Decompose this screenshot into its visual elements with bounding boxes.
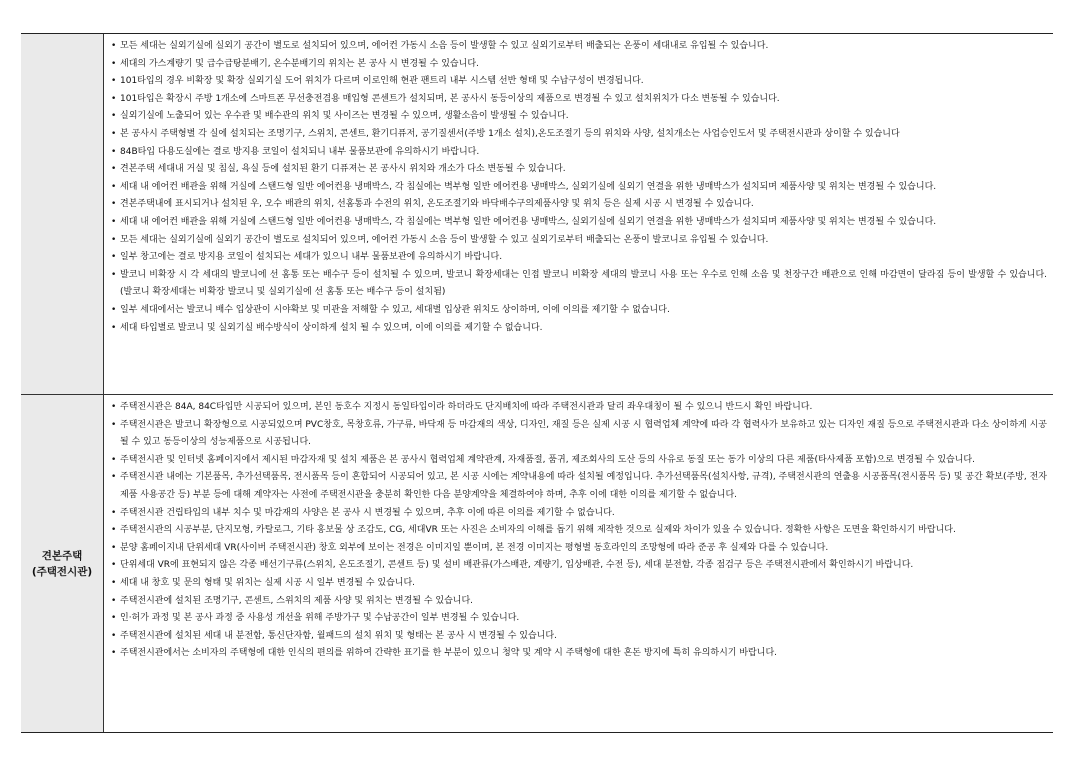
notice-item: • 세대 타입별로 발코니 및 실외기실 배수방식이 상이하게 설치 될 수 있으며, 이에 이의를 제기할 수 없습니다. <box>109 320 1047 338</box>
notice-item: • 실외기실에 노출되어 있는 우수관 및 배수관의 위치 및 사이즈는 변경될 수 있으며, 생활소음이 발생될 수 있습니다. <box>109 108 1047 126</box>
section-label-subtext: (주택전시관) <box>31 565 93 578</box>
section-label-text: 견본주택 <box>41 549 83 562</box>
notice-item: • 모든 세대는 실외기실에 실외기 공간이 별도로 설치되어 있으며, 에어컨 가동시 소음 등이 발생할 수 있고 실외기로부터 배출되는 온풍이 발코니로 유입될 수 있습니다. <box>109 232 1047 250</box>
notice-section-model-house <box>21 394 1053 732</box>
notice-item: • 주택전시관에 설치된 조명기구, 콘센트, 스위치의 제품 사양 및 위치는 변경될 수 있습니다. <box>109 593 1047 611</box>
notice-item: • 주택전시관 및 인터넷 홈페이지에서 제시된 마감자재 및 설치 제품은 본 공사시 협력업체 계약관계, 자재품절, 품귀, 제조회사의 도산 등의 사유로 동질 또는 동가 이상의 다른 제품(타사제품 포함)으로 변경될 수 있습니다. <box>109 452 1047 470</box>
notice-item: • 세대 내 에어컨 배관을 위해 거실에 스탠드형 일반 에어컨용 냉매박스, 각 침실에는 벽부형 일반 에어컨용 냉매박스, 실외기실에 실외기 연결을 위한 냉매박스가 설치되며 제품사양 및 위치는 변경될 수 있습니다. <box>109 179 1047 197</box>
notice-item: • 견본주택내에 표시되거나 설치된 우, 오수 배관의 위치, 선홈통과 수전의 위치, 온도조절기와 바닥배수구의제품사양 및 위치 등은 실제 시공 시 변경될 수 있습니다. <box>109 196 1047 214</box>
notice-item: • 세대 내 창호 및 문의 형태 및 위치는 실제 시공 시 일부 변경될 수 있습니다. <box>109 575 1047 593</box>
notice-item: • 주택전시관은 84A, 84C타입만 시공되어 있으며, 본인 동호수 지정시 동일타입이라 하더라도 단지배치에 따라 주택전시관과 달리 좌우대칭이 될 수 있으니 반드시 확인 바랍니다. <box>109 399 1047 417</box>
notice-item: • 단위세대 VR에 표현되지 않은 각종 배선기구류(스위치, 온도조절기, 콘센트 등) 및 설비 배관류(가스배관, 계량기, 입상배관, 수전 등), 세대 분전함, 각종 점검구 등은 주택전시관에서 확인하시기 바랍니다. <box>109 557 1047 575</box>
notice-item: • 주택전시관에 설치된 세대 내 분전함, 통신단자함, 월패드의 설치 위치 및 형태는 본 공사 시 변경될 수 있습니다. <box>109 628 1047 646</box>
notice-item: • 분양 홈페이지내 단위세대 VR(사이버 주택전시관) 창호 외부에 보이는 전경은 이미지일 뿐이며, 본 전경 이미지는 평형별 동호라인의 조망형에 따라 준공 후 실제와 다를 수 있습니다. <box>109 540 1047 558</box>
notice-item: • 세대 내 에어컨 배관을 위해 거실에 스탠드형 일반 에어컨용 냉매박스, 각 침실에는 벽부형 일반 에어컨용 냉매박스, 실외기실에 실외기 연결을 위한 냉매박스가 설치되며 제품사양 및 위치는 변경될 수 있습니다. <box>109 214 1047 232</box>
notice-item: • 101타입은 확장시 주방 1개소에 스마트폰 무선충전겸용 매입형 콘센트가 설치되며, 본 공사시 동등이상의 제품으로 변경될 수 있고 설치위치가 다소 변동될 수 있습니다. <box>109 91 1047 109</box>
section-content <box>109 399 1047 663</box>
notice-item: • 세대의 가스계량기 및 급수급탕분배기, 온수분배기의 위치는 본 공사 시 변경될 수 있습니다. <box>109 56 1047 74</box>
notice-item: • 84B타입 다용도실에는 결로 방지용 코일이 설치되니 내부 물품보관에 유의하시기 바랍니다. <box>109 144 1047 162</box>
notice-item: • 주택전시관 내에는 기본품목, 추가선택품목, 전시품목 등이 혼합되어 시공되어 있고, 본 시공 시에는 계약내용에 따라 설치될 예정입니다. 추가선택품목(설치사항, 규격), 주택전시관의 연출용 시공품목(전시품목 등) 및 공간 확보(주방, 전자제품 사용공간 등) 부분 등에 대해 계약자는 사전에 주택전시관을 충분히 확인한 다음 분양계약을 체결하여야 하며, 추후 이에 대한 이의를 제기할 수 없습니다. <box>109 469 1047 504</box>
notice-item: • 주택전시관의 시공부분, 단지모형, 카탈로그, 기타 홍보물 상 조감도, CG, 세대VR 또는 사진은 소비자의 이해를 돕기 위해 제작한 것으로 실제와 차이가 있을 수 있습니다. 정확한 사항은 도면을 확인하시기 바랍니다. <box>109 522 1047 540</box>
notice-item: • 모든 세대는 실외기실에 실외기 공간이 별도로 설치되어 있으며, 에어컨 가동시 소음 등이 발생할 수 있고 실외기로부터 배출되는 온풍이 세대내로 유입될 수 있습니다. <box>109 38 1047 56</box>
section-label <box>21 395 104 732</box>
section-content <box>109 38 1047 337</box>
section-label <box>21 34 104 394</box>
notice-item: • 발코니 비확장 시 각 세대의 발코니에 선 홈통 또는 배수구 등이 설치될 수 있으며, 발코니 확장세대는 인접 발코니 비확장 세대의 발코니 사용 또는 우수로 인해 소음 및 천장구간 배관으로 인해 마감면이 달라짐 등이 발생할 수 있습니다. (발코니 확장세대는 비확장 발코니 및 실외기실에 선 홈통 또는 배수구 등이 설치됨) <box>109 267 1047 302</box>
notice-section-unit <box>21 34 1053 394</box>
notice-item: • 101타입의 경우 비확장 및 확장 실외기실 도어 위치가 다르며 이로인해 현관 팬트리 내부 시스템 선반 형태 및 수납구성이 변경됩니다. <box>109 73 1047 91</box>
notice-item: • 본 공사시 주택형별 각 실에 설치되는 조명기구, 스위치, 콘센트, 환기디퓨저, 공기질센서(주방 1개소 설치),온도조절기 등의 위치와 사양, 설치개소는 사업승인도서 및 주택전시관과 상이할 수 있습니다 <box>109 126 1047 144</box>
notice-item: • 주택전시관 건립타입의 내부 치수 및 마감재의 사양은 본 공사 시 변경될 수 있으며, 추후 이에 따른 이의를 제기할 수 없습니다. <box>109 505 1047 523</box>
notice-item: • 일부 창고에는 결로 방지용 코일이 설치되는 세대가 있으니 내부 물품보관에 유의하시기 바랍니다. <box>109 249 1047 267</box>
notice-item: • 주택전시관에서는 소비자의 주택형에 대한 인식의 편의를 위하여 간략한 표기를 한 부분이 있으니 청약 및 계약 시 주택형에 대한 혼돈 방지에 특히 유의하시기 바랍니다. <box>109 645 1047 663</box>
notice-item: • 견본주택 세대내 거실 및 침실, 욕실 등에 설치된 환기 디퓨져는 본 공사시 위치와 개소가 다소 변동될 수 있습니다. <box>109 161 1047 179</box>
notice-item: • 인·허가 과정 및 본 공사 과정 중 사용성 개선을 위해 주방가구 및 수납공간이 일부 변경될 수 있습니다. <box>109 610 1047 628</box>
notice-table <box>21 33 1053 733</box>
notice-item: • 일부 세대에서는 발코니 배수 입상관이 시야확보 및 미관을 저해할 수 있고, 세대별 입상관 위치도 상이하며, 이에 이의를 제기할 수 없습니다. <box>109 302 1047 320</box>
notice-item: • 주택전시관은 발코니 확장형으로 시공되었으며 PVC창호, 목창호류, 가구류, 바닥재 등 마감재의 색상, 디자인, 재질 등은 실제 시공 시 협력업체 계약에 따라 각 협력사가 보유하고 있는 디자인 재질 등으로 주택전시관과 다소 상이하게 시공될 수 있고 동등이상의 성능제품으로 시공됩니다. <box>109 417 1047 452</box>
